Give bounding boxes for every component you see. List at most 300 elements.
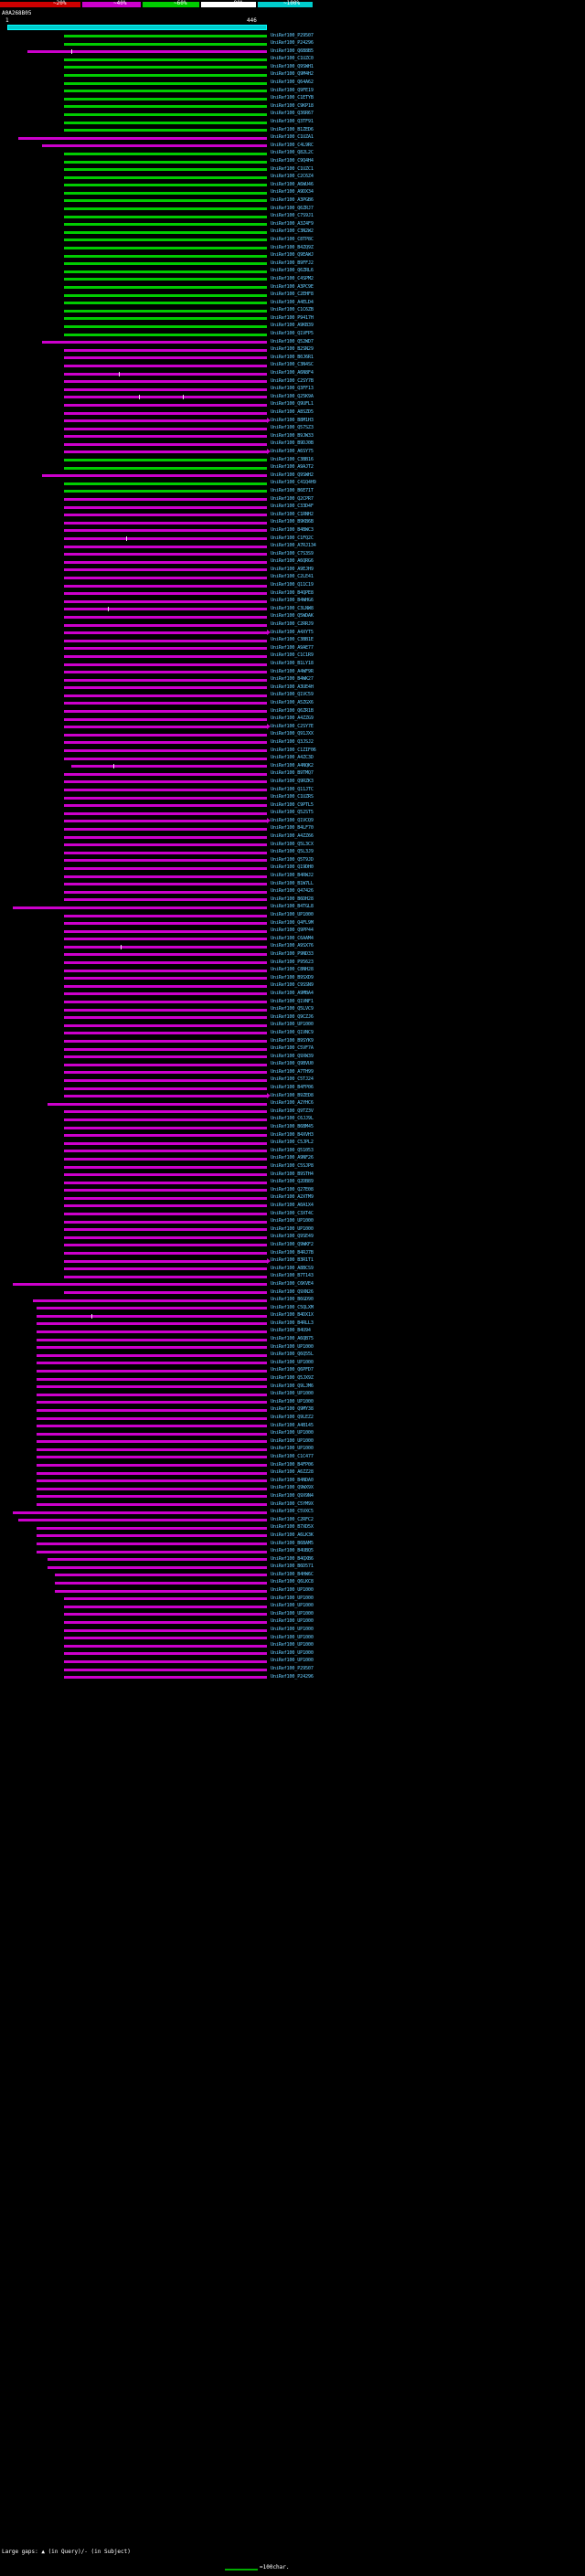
hsp-bar[interactable] — [64, 294, 267, 297]
subject-accession-label[interactable]: UniRef100_C5JPL2 — [271, 1140, 314, 1146]
subject-accession-label[interactable]: UniRef100_B6D571 — [271, 1564, 314, 1570]
hsp-bar[interactable] — [42, 144, 267, 147]
subject-accession-label[interactable]: UniRef100_UP1000 — [271, 1642, 314, 1648]
subject-accession-label[interactable]: UniRef100_Q52WD7 — [271, 338, 314, 345]
hsp-bar[interactable] — [64, 428, 267, 430]
hsp-bar[interactable] — [64, 113, 267, 116]
subject-accession-label[interactable]: UniRef100_Q6Q55L — [271, 1352, 314, 1358]
subject-accession-label[interactable]: UniRef100_Q19DH0 — [271, 864, 314, 871]
subject-accession-label[interactable]: UniRef100_C1C6ZB — [271, 307, 314, 313]
subject-accession-label[interactable]: UniRef100_B9JW33 — [271, 432, 314, 439]
subject-accession-label[interactable]: UniRef100_P24296 — [271, 40, 314, 47]
hsp-bar[interactable] — [64, 129, 267, 132]
subject-accession-label[interactable]: UniRef100_Q9LJM6 — [271, 1383, 314, 1389]
hsp-bar[interactable] — [18, 1519, 267, 1521]
hsp-bar[interactable] — [64, 1009, 267, 1012]
hsp-bar[interactable] — [64, 568, 267, 571]
hsp-bar[interactable] — [37, 1385, 267, 1388]
hsp-bar[interactable] — [37, 1464, 267, 1467]
subject-accession-label[interactable]: UniRef100_A2YHC6 — [271, 1100, 314, 1107]
subject-accession-label[interactable]: UniRef100_Q6ZRL6 — [271, 268, 314, 274]
subject-accession-label[interactable]: UniRef100_B9STH4 — [271, 1171, 314, 1177]
hsp-bar[interactable] — [64, 1204, 267, 1207]
hsp-bar[interactable] — [64, 43, 267, 46]
hsp-bar[interactable] — [64, 663, 267, 666]
subject-accession-label[interactable]: UniRef100_Q9XW39 — [271, 1053, 314, 1059]
hsp-bar[interactable] — [64, 812, 267, 815]
hsp-bar[interactable] — [64, 1276, 267, 1278]
hsp-bar[interactable] — [64, 334, 267, 336]
hsp-bar[interactable] — [64, 804, 267, 807]
hsp-bar[interactable] — [64, 1260, 267, 1263]
subject-accession-label[interactable]: UniRef100_Q9RZK3 — [271, 778, 314, 784]
hsp-bar[interactable] — [64, 836, 267, 839]
hsp-bar[interactable] — [64, 1597, 267, 1600]
hsp-bar[interactable] — [64, 1055, 267, 1058]
subject-accession-label[interactable]: UniRef100_P24296 — [271, 1673, 314, 1680]
subject-accession-label[interactable]: UniRef100_C5VXC5 — [271, 1509, 314, 1515]
subject-accession-label[interactable]: UniRef100_A4ZC3D — [271, 755, 314, 761]
hsp-bar[interactable] — [64, 1291, 267, 1294]
hsp-bar[interactable] — [64, 529, 267, 532]
hsp-bar[interactable] — [64, 1669, 267, 1671]
hsp-bar[interactable] — [64, 985, 267, 988]
subject-accession-label[interactable]: UniRef100_Q9M4H2 — [271, 71, 314, 78]
hsp-bar[interactable] — [64, 207, 267, 210]
subject-accession-label[interactable]: UniRef100_C3N2W2 — [271, 228, 314, 235]
hsp-bar[interactable] — [64, 859, 267, 862]
hsp-bar[interactable] — [64, 1244, 267, 1246]
subject-accession-label[interactable]: UniRef100_C9PTL5 — [271, 801, 314, 808]
subject-accession-label[interactable]: UniRef100_Q57SZ3 — [271, 425, 314, 431]
hsp-bar[interactable] — [37, 1503, 267, 1506]
hsp-bar[interactable] — [64, 702, 267, 705]
hsp-bar[interactable] — [64, 561, 267, 564]
subject-accession-label[interactable]: UniRef100_UP1000 — [271, 1634, 314, 1640]
subject-accession-label[interactable]: UniRef100_A3PGB6 — [271, 196, 314, 203]
subject-accession-label[interactable]: UniRef100_B7XD5X — [271, 1524, 314, 1531]
hsp-bar[interactable] — [64, 231, 267, 234]
subject-accession-label[interactable]: UniRef100_C6AAM4 — [271, 935, 314, 941]
subject-accession-label[interactable]: UniRef100_B9TMQ7 — [271, 770, 314, 777]
subject-accession-label[interactable]: UniRef100_A8SZD5 — [271, 409, 314, 415]
subject-accession-label[interactable]: UniRef100_C3XT4C — [271, 1210, 314, 1216]
subject-accession-label[interactable]: UniRef100_UP1000 — [271, 1391, 314, 1397]
hsp-bar[interactable] — [64, 1142, 267, 1145]
subject-accession-label[interactable]: UniRef100_C1UZC1 — [271, 165, 314, 172]
hsp-bar[interactable] — [64, 161, 267, 164]
hsp-bar[interactable] — [64, 1032, 267, 1034]
hsp-bar[interactable] — [64, 1652, 267, 1655]
subject-accession-label[interactable]: UniRef100_C1UZA1 — [271, 134, 314, 141]
subject-accession-label[interactable]: UniRef100_A7RJ134 — [271, 543, 316, 549]
subject-accession-label[interactable]: UniRef100_Q36R67 — [271, 111, 314, 117]
hsp-bar[interactable] — [64, 875, 267, 878]
subject-accession-label[interactable]: UniRef100_B4QPE8 — [271, 589, 314, 596]
hsp-bar[interactable] — [64, 349, 267, 352]
hsp-bar[interactable] — [64, 1606, 267, 1608]
subject-accession-label[interactable]: UniRef100_Q9PP44 — [271, 928, 314, 934]
hsp-bar[interactable] — [64, 1197, 267, 1200]
subject-accession-label[interactable]: UniRef100_B2SN29 — [271, 346, 314, 353]
hsp-bar[interactable] — [64, 608, 267, 610]
hsp-bar[interactable] — [37, 1425, 267, 1427]
subject-accession-label[interactable]: UniRef100_A9DX34 — [271, 189, 314, 196]
hsp-bar[interactable] — [64, 1064, 267, 1066]
subject-accession-label[interactable]: UniRef100_Q4FL9M — [271, 919, 314, 926]
subject-accession-label[interactable]: UniRef100_Q6ZR1B — [271, 707, 314, 714]
subject-accession-label[interactable]: UniRef100_C4L9RC — [271, 142, 314, 148]
subject-accession-label[interactable]: UniRef100_B1W7LL — [271, 880, 314, 886]
hsp-bar[interactable] — [64, 270, 267, 273]
hsp-bar[interactable] — [64, 852, 267, 854]
hsp-bar[interactable] — [64, 1189, 267, 1192]
hsp-bar[interactable] — [42, 474, 267, 477]
subject-accession-label[interactable]: UniRef100_B9FFJ2 — [271, 260, 314, 266]
hsp-bar[interactable] — [64, 1110, 267, 1113]
subject-accession-label[interactable]: UniRef100_B3R1T1 — [271, 1257, 314, 1264]
subject-accession-label[interactable]: UniRef100_Q9TZ3V — [271, 1108, 314, 1114]
hsp-bar[interactable] — [64, 490, 267, 493]
subject-accession-label[interactable]: UniRef100_C1UZRS — [271, 794, 314, 800]
hsp-bar[interactable] — [64, 867, 267, 870]
subject-accession-label[interactable]: UniRef100_B4UBQ5 — [271, 1548, 314, 1554]
subject-accession-label[interactable]: UniRef100_A9SX76 — [271, 943, 314, 949]
subject-accession-label[interactable]: UniRef100_UP1000 — [271, 1446, 314, 1452]
hsp-bar[interactable] — [37, 1495, 267, 1498]
hsp-bar[interactable] — [64, 435, 267, 438]
hsp-bar[interactable] — [64, 325, 267, 328]
hsp-bar[interactable] — [64, 546, 267, 548]
subject-accession-label[interactable]: UniRef100_C2LE41 — [271, 574, 314, 580]
hsp-bar[interactable] — [64, 1252, 267, 1255]
hsp-bar[interactable] — [64, 1182, 267, 1184]
hsp-bar[interactable] — [64, 1660, 267, 1663]
subject-accession-label[interactable]: UniRef100_Q2DB89 — [271, 1179, 314, 1185]
subject-accession-label[interactable]: UniRef100_C1ZIF06 — [271, 747, 316, 753]
hsp-bar[interactable] — [37, 1370, 267, 1373]
subject-accession-label[interactable]: UniRef100_Q9MY38 — [271, 1406, 314, 1413]
subject-accession-label[interactable]: UniRef100_Q51053 — [271, 1147, 314, 1153]
subject-accession-label[interactable]: UniRef100_C9KP18 — [271, 102, 314, 109]
hsp-bar[interactable] — [64, 380, 267, 383]
subject-accession-label[interactable]: UniRef100_B9KB6B — [271, 519, 314, 525]
subject-accession-label[interactable]: UniRef100_Q27E08 — [271, 1186, 314, 1193]
hsp-bar[interactable] — [37, 1339, 267, 1341]
hsp-bar[interactable] — [64, 1079, 267, 1082]
subject-accession-label[interactable]: UniRef100_C9SSN9 — [271, 982, 314, 989]
subject-accession-label[interactable]: UniRef100_B1ZED6 — [271, 126, 314, 133]
hsp-bar[interactable] — [37, 1534, 267, 1537]
subject-accession-label[interactable]: UniRef100_UP1000 — [271, 1343, 314, 1350]
subject-accession-label[interactable]: UniRef100_B4BWC3 — [271, 526, 314, 533]
hsp-bar[interactable] — [64, 961, 267, 964]
subject-accession-label[interactable]: UniRef100_A9KB39 — [271, 323, 314, 329]
subject-accession-label[interactable]: UniRef100_UP1000 — [271, 1430, 314, 1436]
subject-accession-label[interactable]: UniRef100_B4DX1X — [271, 1312, 314, 1319]
hsp-bar[interactable] — [64, 1001, 267, 1003]
hsp-bar[interactable] — [64, 459, 267, 461]
hsp-bar[interactable] — [64, 482, 267, 485]
subject-accession-label[interactable]: UniRef100_Q9WX9X — [271, 1485, 314, 1491]
subject-accession-label[interactable]: UniRef100_Q9SWH1 — [271, 63, 314, 69]
hsp-bar[interactable] — [64, 1645, 267, 1648]
hsp-bar[interactable] — [55, 1574, 267, 1576]
hsp-bar[interactable] — [64, 176, 267, 179]
hsp-bar[interactable] — [37, 1394, 267, 1396]
subject-accession-label[interactable]: UniRef100_B4LF70 — [271, 825, 314, 832]
subject-accession-label[interactable]: UniRef100_Q64A62 — [271, 80, 314, 86]
subject-accession-label[interactable]: UniRef100_Q47426 — [271, 888, 314, 895]
subject-accession-label[interactable]: UniRef100_Q3TF91 — [271, 119, 314, 125]
subject-accession-label[interactable]: UniRef100_Q1VNF1 — [271, 998, 314, 1004]
hsp-bar[interactable] — [13, 1511, 267, 1514]
hsp-bar[interactable] — [64, 1267, 267, 1270]
subject-accession-label[interactable]: UniRef100_B4NDA0 — [271, 1477, 314, 1483]
subject-accession-label[interactable]: UniRef100_Q9WKF2 — [271, 1241, 314, 1247]
hsp-bar[interactable] — [64, 1236, 267, 1239]
subject-accession-label[interactable]: UniRef100_UP1000 — [271, 1218, 314, 1224]
hsp-bar[interactable] — [64, 758, 267, 760]
subject-accession-label[interactable]: UniRef100_B4WHG6 — [271, 598, 314, 604]
hsp-bar[interactable] — [64, 1166, 267, 1169]
subject-accession-label[interactable]: UniRef100_C1ETYB — [271, 95, 314, 101]
subject-accession-label[interactable]: UniRef100_C5QLXM — [271, 1304, 314, 1310]
subject-accession-label[interactable]: UniRef100_A3PC9E — [271, 283, 314, 290]
hsp-bar[interactable] — [64, 1150, 267, 1152]
subject-accession-label[interactable]: UniRef100_Q5WDAK — [271, 613, 314, 620]
hsp-bar[interactable] — [64, 780, 267, 783]
subject-accession-label[interactable]: UniRef100_B6E71T — [271, 487, 314, 493]
subject-accession-label[interactable]: UniRef100_B4U94 — [271, 1328, 311, 1334]
hsp-bar[interactable] — [64, 365, 267, 367]
subject-accession-label[interactable]: UniRef100_B4QXB6 — [271, 1555, 314, 1562]
hsp-bar[interactable] — [64, 671, 267, 673]
hsp-bar[interactable] — [18, 137, 267, 140]
subject-accession-label[interactable]: UniRef100_C2RFC2 — [271, 1516, 314, 1522]
hsp-bar[interactable] — [64, 1158, 267, 1161]
hsp-bar[interactable] — [64, 522, 267, 525]
hsp-bar[interactable] — [64, 1127, 267, 1129]
hsp-bar[interactable] — [64, 98, 267, 101]
hsp-bar[interactable] — [64, 199, 267, 202]
subject-accession-label[interactable]: UniRef100_B6BAM5 — [271, 1540, 314, 1546]
subject-accession-label[interactable]: UniRef100_Q9BVU0 — [271, 1061, 314, 1067]
hsp-bar[interactable] — [37, 1354, 267, 1357]
hsp-bar[interactable] — [37, 1362, 267, 1364]
subject-accession-label[interactable]: UniRef100_A4WF9R — [271, 668, 314, 674]
subject-accession-label[interactable]: UniRef100_A9EJH9 — [271, 566, 314, 572]
subject-accession-label[interactable]: UniRef100_B4FP06 — [271, 1085, 314, 1091]
subject-accession-label[interactable]: UniRef100_C1C477 — [271, 1453, 314, 1459]
subject-accession-label[interactable]: UniRef100_A6QB75 — [271, 1336, 314, 1342]
subject-accession-label[interactable]: UniRef100_B0J6R1 — [271, 354, 314, 360]
subject-accession-label[interactable]: UniRef100_B6GD90 — [271, 1297, 314, 1303]
hsp-bar[interactable] — [64, 262, 267, 265]
subject-accession-label[interactable]: UniRef100_A3UE4H — [271, 684, 314, 690]
hsp-bar[interactable] — [64, 828, 267, 831]
subject-accession-label[interactable]: UniRef100_A6ZZ28 — [271, 1469, 314, 1476]
subject-accession-label[interactable]: UniRef100_A4ZZ66 — [271, 833, 314, 840]
hsp-bar[interactable] — [64, 718, 267, 721]
hsp-bar[interactable] — [64, 286, 267, 289]
subject-accession-label[interactable]: UniRef100_A0A1X4 — [271, 1202, 314, 1208]
subject-accession-label[interactable]: UniRef100_C2SY7E — [271, 723, 314, 729]
subject-accession-label[interactable]: UniRef100_C33D4F — [271, 504, 314, 510]
subject-accession-label[interactable]: UniRef100_Q1VNC9 — [271, 1029, 314, 1035]
subject-accession-label[interactable]: UniRef100_UP1000 — [271, 1603, 314, 1609]
hsp-bar[interactable] — [64, 184, 267, 186]
hsp-bar[interactable] — [64, 419, 267, 422]
hsp-bar[interactable] — [64, 506, 267, 509]
subject-accession-label[interactable]: UniRef100_Q91JXX — [271, 731, 314, 737]
subject-accession-label[interactable]: UniRef100_C3BB1E — [271, 637, 314, 643]
subject-accession-label[interactable]: UniRef100_B4XVH3 — [271, 1131, 314, 1138]
hsp-bar[interactable] — [64, 922, 267, 925]
subject-accession-label[interactable]: UniRef100_A3Z4F9 — [271, 220, 314, 227]
subject-accession-label[interactable]: UniRef100_A4ELD4 — [271, 299, 314, 305]
hsp-bar[interactable] — [64, 278, 267, 281]
subject-accession-label[interactable]: UniRef100_C1RNH2 — [271, 511, 314, 517]
subject-accession-label[interactable]: UniRef100_C1FQ2C — [271, 535, 314, 541]
subject-accession-label[interactable]: UniRef100_UP1000 — [271, 1359, 314, 1365]
subject-accession-label[interactable]: UniRef100_Q11JTC — [271, 786, 314, 792]
hsp-bar[interactable] — [55, 1582, 267, 1585]
subject-accession-label[interactable]: UniRef100_B1LY18 — [271, 661, 314, 666]
subject-accession-label[interactable]: UniRef100_P29507 — [271, 32, 314, 38]
hsp-bar[interactable] — [64, 631, 267, 634]
hsp-bar[interactable] — [64, 726, 267, 728]
subject-accession-label[interactable]: UniRef100_C3N4SC — [271, 362, 314, 368]
subject-accession-label[interactable]: UniRef100_Q6PFD7 — [271, 1367, 314, 1373]
hsp-bar[interactable] — [37, 1315, 267, 1318]
subject-accession-label[interactable]: UniRef100_Q82L2C — [271, 150, 314, 156]
hsp-bar[interactable] — [64, 1629, 267, 1632]
hsp-bar[interactable] — [64, 883, 267, 885]
hsp-bar[interactable] — [64, 930, 267, 933]
subject-accession-label[interactable]: UniRef100_UP1000 — [271, 1658, 314, 1664]
hsp-bar[interactable] — [64, 443, 267, 446]
hsp-bar[interactable] — [64, 255, 267, 258]
subject-accession-label[interactable]: UniRef100_A6SY75 — [271, 448, 314, 454]
hsp-bar[interactable] — [64, 592, 267, 595]
subject-accession-label[interactable]: UniRef100_Q3FF13 — [271, 386, 314, 392]
hsp-bar[interactable] — [64, 356, 267, 359]
hsp-bar[interactable] — [64, 388, 267, 391]
subject-accession-label[interactable]: UniRef100_B9SXD9 — [271, 974, 314, 981]
subject-accession-label[interactable]: UniRef100_P29507 — [271, 1666, 314, 1671]
subject-accession-label[interactable]: UniRef100_B9DJ0B — [271, 440, 314, 447]
hsp-bar[interactable] — [48, 1103, 267, 1106]
hsp-bar[interactable] — [64, 773, 267, 776]
subject-accession-label[interactable]: UniRef100_C41Q4H9 — [271, 480, 316, 486]
hsp-bar[interactable] — [64, 585, 267, 588]
subject-accession-label[interactable]: UniRef100_A8BCS9 — [271, 1265, 314, 1271]
hsp-bar[interactable] — [64, 247, 267, 249]
hsp-bar[interactable] — [64, 1118, 267, 1121]
subject-accession-label[interactable]: UniRef100_Q5L3J9 — [271, 849, 314, 855]
subject-accession-label[interactable]: UniRef100_C5VF7A — [271, 1045, 314, 1052]
hsp-bar[interactable] — [64, 977, 267, 980]
hsp-bar[interactable] — [37, 1551, 267, 1553]
subject-accession-label[interactable]: UniRef100_Q9UFL1 — [271, 401, 314, 408]
hsp-bar[interactable] — [64, 105, 267, 108]
subject-accession-label[interactable]: UniRef100_Q9XN26 — [271, 1288, 314, 1295]
hsp-bar[interactable] — [55, 1590, 267, 1593]
hsp-bar[interactable] — [37, 1472, 267, 1475]
hsp-bar[interactable] — [64, 679, 267, 682]
hsp-bar[interactable] — [37, 1542, 267, 1545]
hsp-bar[interactable] — [37, 1346, 267, 1349]
hsp-bar[interactable] — [64, 655, 267, 658]
subject-accession-label[interactable]: UniRef100_C6JJ9L — [271, 1116, 314, 1122]
subject-accession-label[interactable]: UniRef100_C6KVE4 — [271, 1280, 314, 1287]
subject-accession-label[interactable]: UniRef100_Q1VC59 — [271, 692, 314, 698]
hsp-bar[interactable] — [37, 1330, 267, 1333]
subject-accession-label[interactable]: UniRef100_C9Q4H4 — [271, 158, 314, 164]
hsp-bar[interactable] — [64, 467, 267, 470]
alignment-row[interactable] — [0, 1674, 585, 1682]
hsp-bar[interactable] — [37, 1433, 267, 1436]
subject-accession-label[interactable]: UniRef100_A9AJT2 — [271, 464, 314, 471]
subject-accession-label[interactable]: UniRef100_Q5LVC9 — [271, 1006, 314, 1012]
hsp-bar[interactable] — [37, 1527, 267, 1530]
hsp-bar[interactable] — [64, 1213, 267, 1215]
subject-accession-label[interactable]: UniRef100_B4RLL3 — [271, 1320, 314, 1326]
hsp-bar[interactable] — [64, 1228, 267, 1231]
subject-accession-label[interactable]: UniRef100_P95623 — [271, 959, 314, 965]
hsp-bar[interactable] — [64, 223, 267, 226]
subject-accession-label[interactable]: UniRef100_A9MBA4 — [271, 990, 314, 996]
subject-accession-label[interactable]: UniRef100_B7T143 — [271, 1273, 314, 1279]
subject-accession-label[interactable]: UniRef100_Q2CPR7 — [271, 495, 314, 502]
subject-accession-label[interactable]: UniRef100_B6BM45 — [271, 1124, 314, 1130]
hsp-bar[interactable] — [64, 789, 267, 791]
hsp-bar[interactable] — [64, 915, 267, 917]
hsp-bar[interactable] — [27, 50, 267, 53]
subject-accession-label[interactable]: UniRef100_A5ZGX6 — [271, 699, 314, 705]
subject-accession-label[interactable]: UniRef100_B4ZQ9Z — [271, 244, 314, 250]
hsp-bar[interactable] — [64, 970, 267, 972]
subject-accession-label[interactable]: UniRef100_A6WU46 — [271, 181, 314, 187]
hsp-bar[interactable] — [64, 624, 267, 627]
hsp-bar[interactable] — [64, 734, 267, 737]
subject-accession-label[interactable]: UniRef100_C5YM9X — [271, 1500, 314, 1507]
hsp-bar[interactable] — [37, 1378, 267, 1381]
hsp-bar[interactable] — [64, 647, 267, 650]
hsp-bar[interactable] — [64, 953, 267, 956]
hsp-bar[interactable] — [64, 90, 267, 92]
subject-accession-label[interactable]: UniRef100_A2XTM9 — [271, 1194, 314, 1201]
hsp-bar[interactable] — [64, 938, 267, 940]
subject-accession-label[interactable]: UniRef100_UP1000 — [271, 1595, 314, 1601]
hsp-bar[interactable] — [37, 1417, 267, 1420]
hsp-bar[interactable] — [64, 640, 267, 642]
hsp-bar[interactable] — [37, 1479, 267, 1482]
hsp-bar[interactable] — [64, 412, 267, 415]
subject-accession-label[interactable]: UniRef100_UP1000 — [271, 1022, 314, 1028]
hsp-bar[interactable] — [64, 600, 267, 603]
subject-accession-label[interactable]: UniRef100_UP1000 — [271, 1225, 314, 1232]
hsp-bar[interactable] — [64, 404, 267, 407]
subject-accession-label[interactable]: UniRef100_C5SJP8 — [271, 1163, 314, 1169]
subject-accession-label[interactable]: UniRef100_Q9CZJ6 — [271, 1013, 314, 1020]
hsp-bar[interactable] — [64, 122, 267, 124]
hsp-bar[interactable] — [64, 553, 267, 556]
hsp-bar[interactable] — [13, 906, 267, 909]
subject-accession-label[interactable]: UniRef100_Q9X9N4 — [271, 1492, 314, 1499]
subject-accession-label[interactable]: UniRef100_Q9EAWJ — [271, 252, 314, 259]
